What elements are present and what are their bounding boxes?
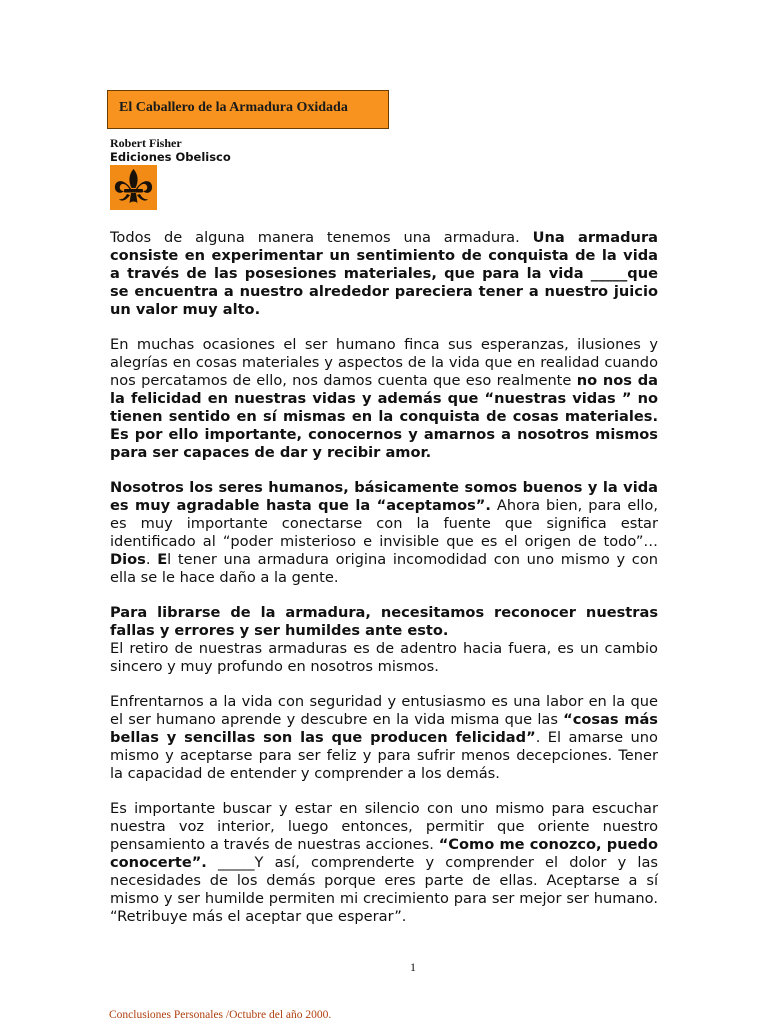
paragraph-3-text-end: l tener una armadura origina incomodidad con uno mismo y con ella se le hace daño a la gente. — [110, 551, 658, 586]
paragraph-7-text-end: _____Y así, comprenderte y comprender el dolor y las necesidades de los demás porque eres parte de ellas. Aceptarse a sí mismo y ser humilde permiten mi crecimiento para ser mejor ser humano. “Retribuye más el aceptar que esperar”. — [110, 854, 658, 925]
paragraph-2-text: En muchas ocasiones el ser humano finca sus esperanzas, ilusiones y alegrías en cosas materiales y aspectos de la vida que en realidad cuando nos percatamos de ello, nos damos cuenta que eso realmente — [110, 336, 658, 389]
paragraph-4 — [110, 604, 658, 640]
paragraph-7-text: Es importante buscar y estar en silencio con uno mismo para escuchar nuestra voz interior, luego entonces, permitir que oriente nuestro pensamiento a través de nuestras acciones. — [110, 800, 658, 853]
paragraph-7 — [110, 800, 658, 926]
paragraph-6-text: Enfrentarnos a la vida con seguridad y entusiasmo es una labor en la que el ser humano aprende y descubre en la vida misma que las — [110, 693, 658, 728]
paragraph-2-bold: no nos da la felicidad en nuestras vidas y además que “nuestras vidas ” no tienen sentido en sí mismas en la conquista de cosas materiales. Es por ello importante, conocernos y amarnos a nosotros mismos para ser capaces de dar y recibir amor. — [110, 372, 658, 461]
book-title: El Caballero de la Armadura Oxidada — [119, 100, 348, 115]
paragraph-6-text-end: . El amarse uno mismo y aceptarse para ser feliz y para sufrir menos decepciones. Tener la capacidad de entender y comprender a los demás. — [110, 729, 658, 782]
paragraph-3-period: . — [145, 551, 158, 568]
paragraph-2 — [110, 336, 658, 462]
paragraph-3-bold-e: E — [157, 551, 168, 568]
paragraph-6 — [110, 693, 658, 783]
footer-note: Conclusiones Personales /Octubre del año 2000. — [109, 1009, 332, 1021]
title-box — [107, 90, 389, 129]
paragraph-3 — [110, 479, 658, 587]
publisher-logo — [110, 165, 157, 210]
paragraph-3-bold: Nosotros los seres humanos, básicamente somos buenos y la vida es muy agradable hasta que la “aceptamos”. — [110, 479, 658, 514]
body-text — [110, 229, 658, 943]
publisher-name: Ediciones Obelisco — [110, 150, 231, 164]
author-name: Robert Fisher — [110, 136, 182, 150]
paragraph-5-text: El retiro de nuestras armaduras es de adentro hacia fuera, es un cambio sincero y muy profundo en nosotros mismos. — [110, 640, 658, 675]
paragraph-1-text: Todos de alguna manera tenemos una armadura. — [110, 229, 533, 246]
paragraph-3-bold-dios: Dios — [110, 551, 146, 568]
paragraph-1-bold: Una armadura consiste en experimentar un sentimiento de conquista de la vida a través de las posesiones materiales, que para la vida _____que se encuentra a nuestro alrededor pareciera tener a nuestro juicio un valor muy alto. — [110, 229, 658, 318]
paragraph-3-text: Ahora bien, para ello, es muy importante conectarse con la fuente que significa estar identificado al “poder misterioso e invisible que es el origen de todo”… — [110, 497, 659, 550]
paragraph-4-bold: Para librarse de la armadura, necesitamos reconocer nuestras fallas y errores y ser humildes ante esto. — [110, 604, 658, 639]
paragraph-1 — [110, 229, 658, 319]
paragraph-7-bold: “Como me conozco, puedo conocerte”. — [110, 836, 659, 871]
paragraph-6-bold: “cosas más bellas y sencillas son las que producen felicidad” — [110, 711, 658, 746]
paragraph-5 — [110, 640, 658, 676]
fleur-de-lis-icon — [110, 165, 157, 210]
page-number: 1 — [410, 960, 416, 974]
